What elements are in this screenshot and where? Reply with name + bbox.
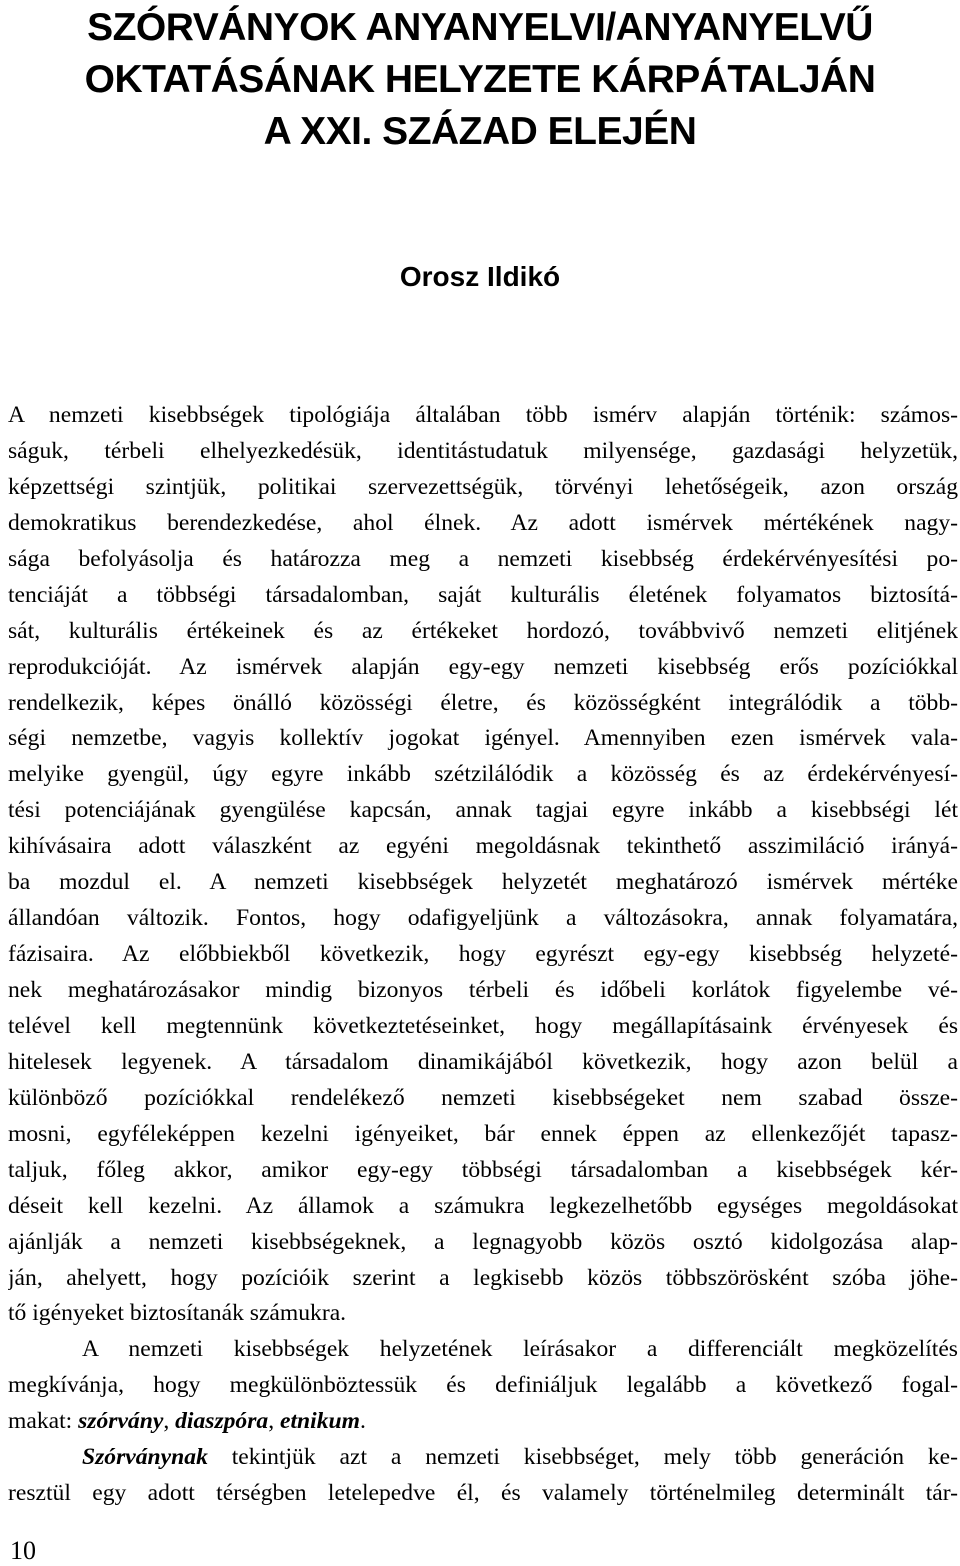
term-etnikum: etnikum (280, 1408, 360, 1435)
text-line: ságuk, térbeli elhelyezkedésük, identitástudatuk milyensége, gazdasági helyzetük, (8, 437, 958, 464)
text-segment: , (163, 1408, 176, 1435)
text-line: állandóan változik. Fontos, hogy odafigyeljünk a változásokra, annak folyamatára, (8, 905, 958, 932)
text-line: képzettségi szintjük, politikai szervezettségük, törvényi lehetőségeik, azon ország (8, 473, 958, 500)
paragraph-definitions (8, 1332, 958, 1440)
paragraph-intro (8, 398, 958, 1332)
text-line: rendelkezik, képes önálló közösségi életre, és közösségként integrálódik a több- (8, 689, 958, 716)
text-line: A nemzeti kisebbségek tipológiája általában több ismérv alapján történik: számos- (8, 402, 958, 428)
term-diaszpora: diaszpóra (175, 1408, 269, 1435)
term-szorvanynak: Szórványnak (82, 1444, 208, 1471)
text-segment: makat: (8, 1408, 79, 1435)
text-line: ségi nemzetbe, vagyis kollektív jogokat igényel. Amennyiben ezen ismérvek vala- (8, 725, 958, 752)
text-line: nek meghatározásakor mindig bizonyos térbeli és időbeli korlátok figyelembe vé- (8, 977, 958, 1003)
text-line: hitelesek legyenek. A társadalom dinamikájából következik, hogy azon belül a (8, 1048, 958, 1075)
title-line: A XXI. SZÁZAD ELEJÉN (263, 110, 697, 153)
text-segment: . (360, 1408, 366, 1435)
page-number: 10 (10, 1536, 36, 1565)
text-segment: tekintjük azt a nemzeti kisebbséget, mely több generáción ke- (207, 1444, 958, 1471)
term-szorvany: szórvány (78, 1408, 164, 1435)
text-line: mosni, egyféleképpen kezelni igényeiket, bár ennek éppen az ellenkezőjét tapasz- (8, 1120, 958, 1147)
text-line: demokratikus berendezkedése, ahol élnek. Az adott ismérvek mértékének nagy- (8, 509, 958, 536)
title-line: OKTATÁSÁNAK HELYZETE KÁRPÁTALJÁN (84, 58, 876, 101)
text-line: ajánlják a nemzeti kisebbségeknek, a legnagyobb közös osztó kidolgozása alap- (8, 1228, 958, 1255)
text-line: A nemzeti kisebbségek helyzetének leírásakor a differenciált megközelítés (82, 1336, 958, 1363)
text-line: sát, kulturális értékeinek és az értékeket hordozó, továbbvivő nemzeti elitjének (8, 617, 958, 644)
text-line: kihívásaira adott válaszként az egyéni megoldásnak tekinthető asszimiláció irányá- (8, 833, 958, 860)
text-line: fázisaira. Az előbbiekből következik, hogy egyrészt egy-egy kisebbség helyzeté- (8, 941, 958, 968)
text-line: ján, ahelyett, hogy pozícióik szerint a legkisebb közös többszörösként szóba jöhe- (8, 1264, 958, 1291)
title-line: SZÓRVÁNYOK ANYANYELVI/ANYANYELVŰ (87, 6, 873, 49)
text-line: taljuk, főleg akkor, amikor egy-egy többségi társadalomban a kisebbségek kér- (8, 1156, 958, 1183)
text-line: tési potenciájának gyengülése kapcsán, annak tagjai egyre inkább a kisebbségi lét (8, 797, 958, 824)
paragraph-szorvany-definition (8, 1440, 958, 1512)
author-name: Orosz Ildikó (399, 261, 561, 292)
text-line: melyike gyengül, úgy egyre inkább szétzilálódik a közösség és az érdekérvényesí- (8, 761, 958, 788)
body-text (8, 398, 958, 1512)
text-line: ba mozdul el. A nemzeti kisebbségek helyzetét meghatározó ismérvek mértéke (8, 869, 958, 896)
text-line: különböző pozíciókkal rendelékező nemzeti kisebbségeket nem szabad össze- (8, 1084, 958, 1111)
text-line: reprodukcióját. Az ismérvek alapján egy-egy nemzeti kisebbség erős pozíciókkal (8, 653, 958, 680)
article-title (0, 2, 960, 158)
text-line: déseit kell kezelni. Az államok a számukra legkezelhetőbb egységes megoldásokat (8, 1192, 958, 1219)
text-line: megkívánja, hogy megkülönböztessük és definiáljuk legalább a következő fogal- (8, 1372, 958, 1399)
text-line: tenciáját a többségi társadalomban, saját kulturális életének folyamatos biztosítá- (8, 581, 958, 608)
text-line: tő igényeket biztosítanák számukra. (8, 1300, 347, 1327)
text-line: sága befolyásolja és határozza meg a nemzeti kisebbség érdekérvényesítési po- (8, 545, 958, 572)
text-line: telével kell megtennünk következtetéseinket, hogy megállapításaink érvényesek és (8, 1012, 958, 1039)
text-line (8, 1440, 958, 1476)
text-line (8, 1404, 958, 1440)
text-line: resztül egy adott térségben letelepedve él, és valamely történelmileg determinált tár- (8, 1480, 958, 1507)
text-segment: , (268, 1408, 281, 1435)
